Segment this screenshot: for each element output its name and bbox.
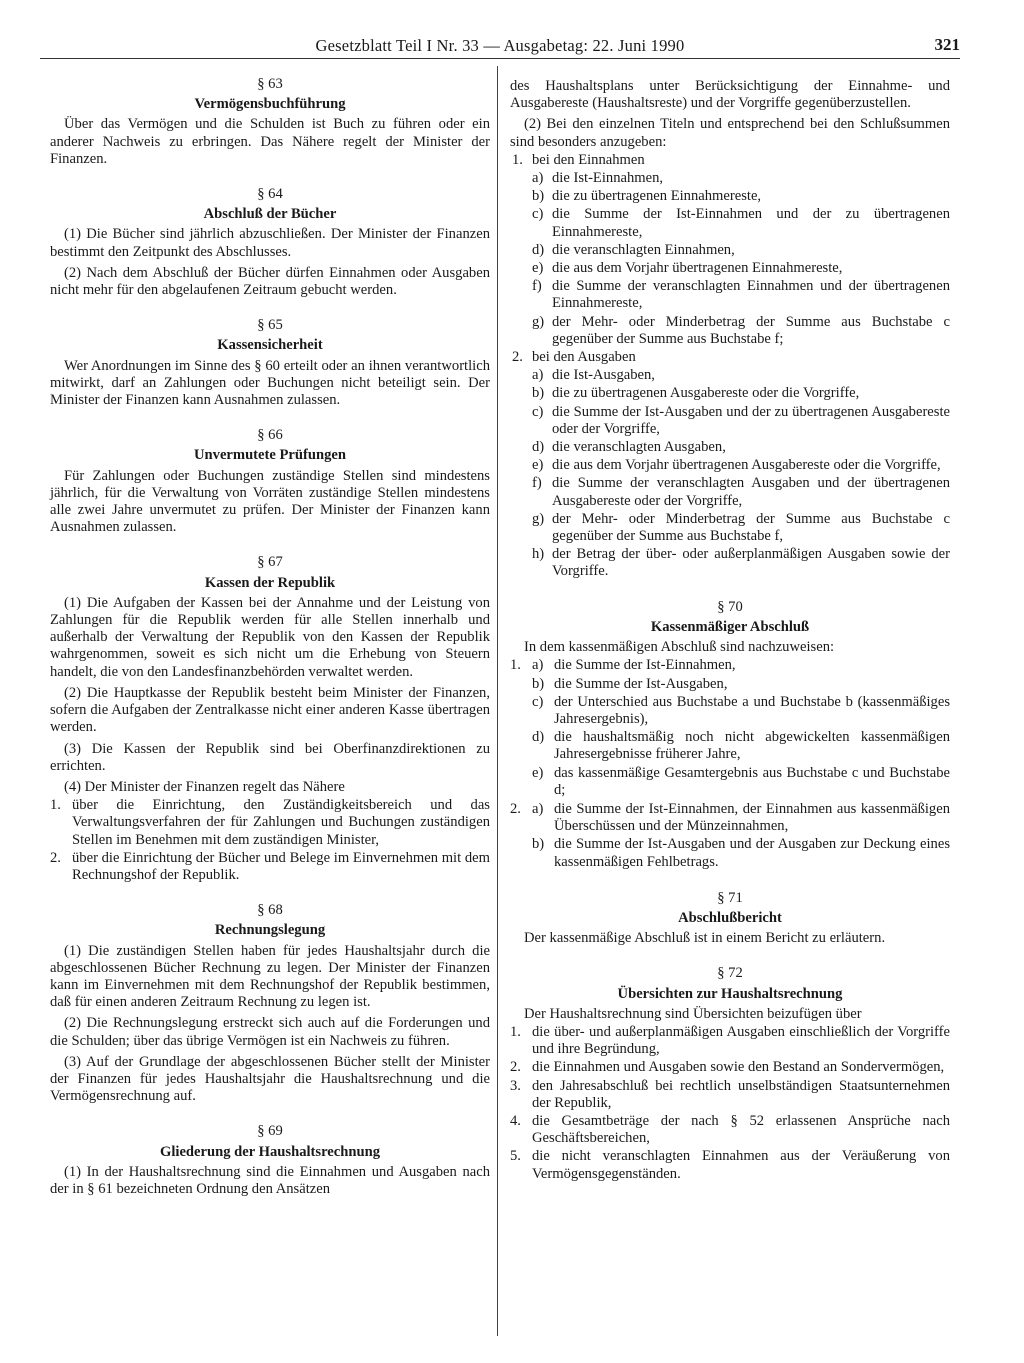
list-item-label: 1.: [50, 797, 61, 814]
list-item-text: über die Einrichtung der Bücher und Belege im Einvernehmen mit dem Rechnungshof der Republik.: [72, 849, 490, 883]
list-item-label: e): [532, 457, 544, 474]
list-item-label: b): [532, 675, 545, 692]
section-title: Vermögensbuchführung: [194, 96, 346, 113]
section-65: [50, 317, 490, 409]
list-item-label: a): [532, 367, 544, 384]
page-header: [40, 36, 960, 59]
list-item: [532, 801, 950, 835]
list-item-label: h): [532, 546, 545, 563]
list-item: [532, 188, 950, 205]
list-item-text: die Summe der veranschlagten Einnahmen und der übertragenen Einnahmereste,: [552, 278, 950, 312]
list-item: [50, 850, 490, 884]
list-item: [532, 170, 950, 187]
list-item-label: d): [532, 439, 545, 456]
section-67: [50, 554, 490, 884]
list-item-text: über die Einrichtung, den Zuständigkeitsbereich und das Verwaltungsverfahren der für Zahlungen und Buchungen zuständigen Stellen im Benehmen mit dem zuständigen Minister,: [72, 797, 490, 848]
list-item-text: den Jahresabschluß bei rechtlich unselbständigen Staatsunternehmen der Republik,: [532, 1077, 950, 1111]
list-item-label: 2.: [510, 800, 521, 817]
list-item-label: c): [532, 403, 544, 420]
list-item-text: der Betrag der über- oder außerplanmäßigen Ausgaben sowie der Vorgriffe.: [552, 546, 950, 580]
list-item-label: 4.: [510, 1112, 521, 1129]
list-item: [532, 765, 950, 799]
section-number: § 68: [257, 902, 283, 919]
list-item-text: die Summe der veranschlagten Ausgaben und der übertragenen Ausgabereste oder der Vorgriffe,: [552, 475, 950, 509]
list-item-text: die über- und außerplanmäßigen Ausgaben einschließlich der Vorgriffe und ihre Begründung,: [532, 1023, 950, 1058]
list-item: [532, 546, 950, 580]
numbered-list: [510, 152, 950, 581]
paragraph: Wer Anordnungen im Sinne des § 60 erteilt oder an ihnen verantwortlich mitwirkt, darf an Zahlungen oder Buchungen nicht beteiligt sein. Der Minister der Finanzen kann Ausnahmen zulassen.: [50, 357, 490, 409]
list-item: [510, 1148, 950, 1182]
paragraph: (1) In der Haushaltsrechnung sind die Einnahmen und Ausgaben nach der in § 61 bezeichneten Ordnung den Ansätzen: [50, 1163, 490, 1197]
list-item-text: die Summe der Ist-Einnahmen, der Einnahmen aus kassenmäßigen Überschüssen und der Münzeinnahmen,: [554, 800, 950, 835]
list-item-text: die Summe der Ist-Einnahmen,: [554, 657, 736, 674]
section-title: Abschlußbericht: [678, 909, 782, 926]
section-70: [510, 599, 950, 872]
list-item: [510, 1059, 950, 1076]
paragraph: (1) Die Bücher sind jährlich abzuschließen. Der Minister der Finanzen bestimmt den Zeitpunkt des Abschlusses.: [50, 226, 490, 260]
list-item: [532, 694, 950, 728]
list-item-label: a): [532, 657, 544, 674]
list-item-text: der Mehr- oder Minderbetrag der Summe aus Buchstabe c gegenüber der Summe aus Buchstabe f;: [552, 313, 950, 347]
list-item-text: die aus dem Vorjahr übertragenen Ausgabereste oder die Vorgriffe,: [552, 457, 941, 474]
section-title: Kassenmäßiger Abschluß: [650, 618, 810, 635]
section-69: [50, 1123, 490, 1198]
list-item-label: 3.: [510, 1077, 521, 1094]
list-item-text: die veranschlagten Ausgaben,: [552, 439, 726, 456]
list-item: [532, 475, 950, 509]
list-item: [532, 836, 950, 870]
paragraph: Der kassenmäßige Abschluß ist in einem Bericht zu erläutern.: [524, 930, 886, 947]
list-item: [532, 404, 950, 438]
section-title: Übersichten zur Haushaltsrechnung: [617, 985, 843, 1002]
list-item-text: die zu übertragenen Ausgabereste oder die Vorgriffe,: [552, 385, 860, 402]
list-item-text: die Summe der Ist-Ausgaben und der Ausgaben zur Deckung eines kassenmäßigen Fehlbetrags.: [554, 836, 950, 870]
list-item: [532, 278, 950, 312]
list-item-text: der Mehr- oder Minderbetrag der Summe aus Buchstabe c gegenüber der Summe aus Buchstabe f,: [552, 510, 950, 545]
section-number: § 71: [717, 889, 743, 906]
section-title: Unvermutete Prüfungen: [194, 447, 346, 464]
list-item-text: die nicht veranschlagten Einnahmen aus der Veräußerung von Vermögensgegenständen.: [532, 1148, 950, 1182]
paragraph: (4) Der Minister der Finanzen regelt das Nähere: [64, 778, 345, 795]
list-item-label: e): [532, 764, 544, 781]
numbered-list: [50, 797, 490, 884]
list-item-label: 2.: [50, 849, 61, 866]
section-69-continued: [510, 78, 950, 581]
paragraph: des Haushaltsplans unter Berücksichtigung der Einnahme- und Ausgabereste (Haushaltsreste) und der Vorgriffe gegenüberzustellen.: [510, 78, 950, 112]
list-item: [532, 457, 950, 474]
list-item-label: 2.: [512, 349, 523, 366]
list-item-label: d): [532, 729, 545, 746]
section-title: Abschluß der Bücher: [203, 206, 337, 223]
list-item-label: 1.: [510, 657, 521, 674]
list-item-label: 2.: [510, 1059, 521, 1076]
list-item: [532, 367, 950, 384]
list-item-label: g): [532, 313, 545, 330]
list-item-label: a): [532, 170, 544, 187]
section-number: § 69: [257, 1123, 283, 1140]
list-item-label: c): [532, 693, 544, 710]
paragraph: (2) Nach dem Abschluß der Bücher dürfen Einnahmen oder Ausgaben nicht mehr für den abgelaufenen Zeitraum gebucht werden.: [50, 264, 490, 299]
list-item-text: die Einnahmen und Ausgaben sowie den Bestand an Sondervermögen,: [532, 1059, 945, 1076]
section-title: Kassensicherheit: [217, 337, 323, 354]
paragraph: (3) Die Kassen der Republik sind bei Oberfinanzdirektionen zu errichten.: [50, 740, 490, 774]
list-item: [532, 729, 950, 763]
list-item-label: b): [532, 385, 545, 402]
list-item-label: f): [532, 278, 542, 295]
list-item-label: b): [532, 836, 545, 853]
sub-list: [532, 367, 950, 580]
list-item: [532, 511, 950, 545]
section-71: [510, 890, 950, 948]
paragraph: (1) Die Aufgaben der Kassen bei der Annahme und der Leistung von Zahlungen für die Republik werden für alle Stellen innerhalb und außerhalb der Verwaltung der Republik von den Kassen der Republik wahrgenommen, soweit es sich nicht um die Erhebung von Steuern handelt, die von den Landesfinanzbehörden verwaltet werden.: [50, 594, 490, 680]
list-item: [532, 206, 950, 240]
list-item: [510, 1113, 950, 1147]
section-number: § 65: [257, 317, 283, 334]
list-item: [532, 676, 950, 693]
paragraph: Über das Vermögen und die Schulden ist Buch zu führen oder ein anderer Nachweis zu erbringen. Das Nähere regelt der Minister der Finanzen.: [50, 116, 490, 167]
list-item-text: bei den Einnahmen: [532, 151, 645, 168]
list-item: [532, 260, 950, 277]
list-item-text: die Ist-Ausgaben,: [552, 367, 655, 384]
paragraph: (1) Die zuständigen Stellen haben für jedes Haushaltsjahr durch die abgeschlossenen Bücher Rechnung zu legen. Der Minister der Finanzen kann im Einvernehmen mit dem Rechnungshof der Republik bestimmen, daß für einen anderen Zeitraum Rechnung zu legen ist.: [50, 942, 490, 1011]
list-item: [510, 1024, 950, 1058]
paragraph: Für Zahlungen oder Buchungen zuständige Stellen sind mindestens jährlich, für die Verwaltung von Vorräten zuständige Stellen mindestens alle zwei Jahre unvermutet zu prüfen. Der Minister der Finanzen kann Ausnahmen zulassen.: [50, 467, 490, 536]
section-number: § 64: [257, 186, 283, 203]
section-title: Kassen der Republik: [204, 574, 336, 591]
list-item: [510, 1078, 950, 1112]
list-item-label: f): [532, 475, 542, 492]
section-72: [510, 965, 950, 1182]
list-item-text: die haushaltsmäßig noch nicht abgewickelten kassenmäßigen Jahresergebnisse früherer Jahre,: [554, 729, 950, 763]
list-item: [50, 797, 490, 849]
section-68: [50, 902, 490, 1105]
sub-list: [532, 170, 950, 348]
list-item-label: b): [532, 188, 545, 205]
paragraph: (2) Die Rechnungslegung erstreckt sich auch auf die Forderungen und die Schulden; über das übrige Vermögen ist ein Nachweis zu führen.: [50, 1015, 490, 1049]
section-64: [50, 186, 490, 299]
list-item: [532, 242, 950, 259]
list-item: [532, 314, 950, 348]
section-number: § 72: [717, 965, 743, 982]
list-item-label: 1.: [510, 1023, 521, 1040]
section-number: § 67: [257, 554, 283, 571]
list-item-text: die Ist-Einnahmen,: [552, 170, 664, 187]
list-item-label: g): [532, 510, 545, 527]
page-number: 321: [934, 35, 960, 54]
column-divider: [497, 66, 498, 1336]
list-item-label: 5.: [510, 1148, 521, 1165]
paragraph: (2) Die Hauptkasse der Republik besteht beim Minister der Finanzen, sofern die Aufgaben der Zentralkasse nicht einer anderen Kasse übertragen werden.: [50, 684, 490, 736]
list-item-text: bei den Ausgaben: [532, 349, 636, 366]
section-66: [50, 427, 490, 536]
numbered-list: [510, 657, 950, 871]
list-item-text: die aus dem Vorjahr übertragenen Einnahmereste,: [552, 260, 843, 277]
list-item: [532, 657, 950, 674]
list-item-label: d): [532, 241, 545, 258]
list-item-text: die veranschlagten Einnahmen,: [552, 241, 735, 258]
section-title: Gliederung der Haushaltsrechnung: [159, 1143, 381, 1160]
list-item-label: 1.: [512, 151, 523, 168]
list-item: [532, 439, 950, 456]
section-number: § 70: [717, 598, 743, 615]
list-item-text: die zu übertragenen Einnahmereste,: [552, 188, 762, 205]
list-item: [532, 385, 950, 402]
list-item-text: die Summe der Ist-Ausgaben,: [554, 675, 728, 692]
list-group: [510, 657, 950, 800]
section-number: § 66: [257, 427, 283, 444]
list-item-text: die Gesamtbeträge der nach § 52 erlassenen Ansprüche nach Geschäftsbereichen,: [532, 1112, 950, 1147]
header-title: Gesetzblatt Teil I Nr. 33 — Ausgabetag: 22. Juni 1990: [315, 36, 685, 55]
list-item-text: das kassenmäßige Gesamtergebnis aus Buchstabe c und Buchstabe d;: [554, 764, 950, 798]
list-group: [510, 801, 950, 872]
section-title: Rechnungslegung: [214, 922, 326, 939]
paragraph: Der Haushaltsrechnung sind Übersichten beizufügen über: [524, 1005, 862, 1022]
list-item: [510, 152, 950, 169]
section-number: § 63: [257, 76, 283, 92]
list-item-label: c): [532, 206, 544, 223]
list-item: [510, 349, 950, 366]
paragraph: (3) Auf der Grundlage der abgeschlossenen Bücher stellt der Minister der Finanzen für jedes Haushaltsjahr die Haushaltsrechnung und die Vermögensrechnung auf.: [50, 1053, 490, 1105]
paragraph: In dem kassenmäßigen Abschluß sind nachzuweisen:: [524, 639, 835, 656]
left-column: [50, 76, 490, 1202]
list-item-text: die Summe der Ist-Einnahmen und der zu übertragenen Einnahmereste,: [552, 206, 950, 240]
list-item-label: e): [532, 260, 544, 277]
section-63: [50, 76, 490, 168]
list-item-text: der Unterschied aus Buchstabe a und Buchstabe b (kassenmäßiges Jahresergebnis),: [554, 693, 950, 727]
paragraph: (2) Bei den einzelnen Titeln und entsprechend bei den Schlußsummen sind besonders anzugeben:: [510, 116, 950, 150]
list-item-text: die Summe der Ist-Ausgaben und der zu übertragenen Ausgabereste oder der Vorgriffe,: [552, 403, 950, 437]
right-column: [510, 78, 950, 1187]
list-item-label: a): [532, 800, 544, 817]
numbered-list: [510, 1024, 950, 1183]
